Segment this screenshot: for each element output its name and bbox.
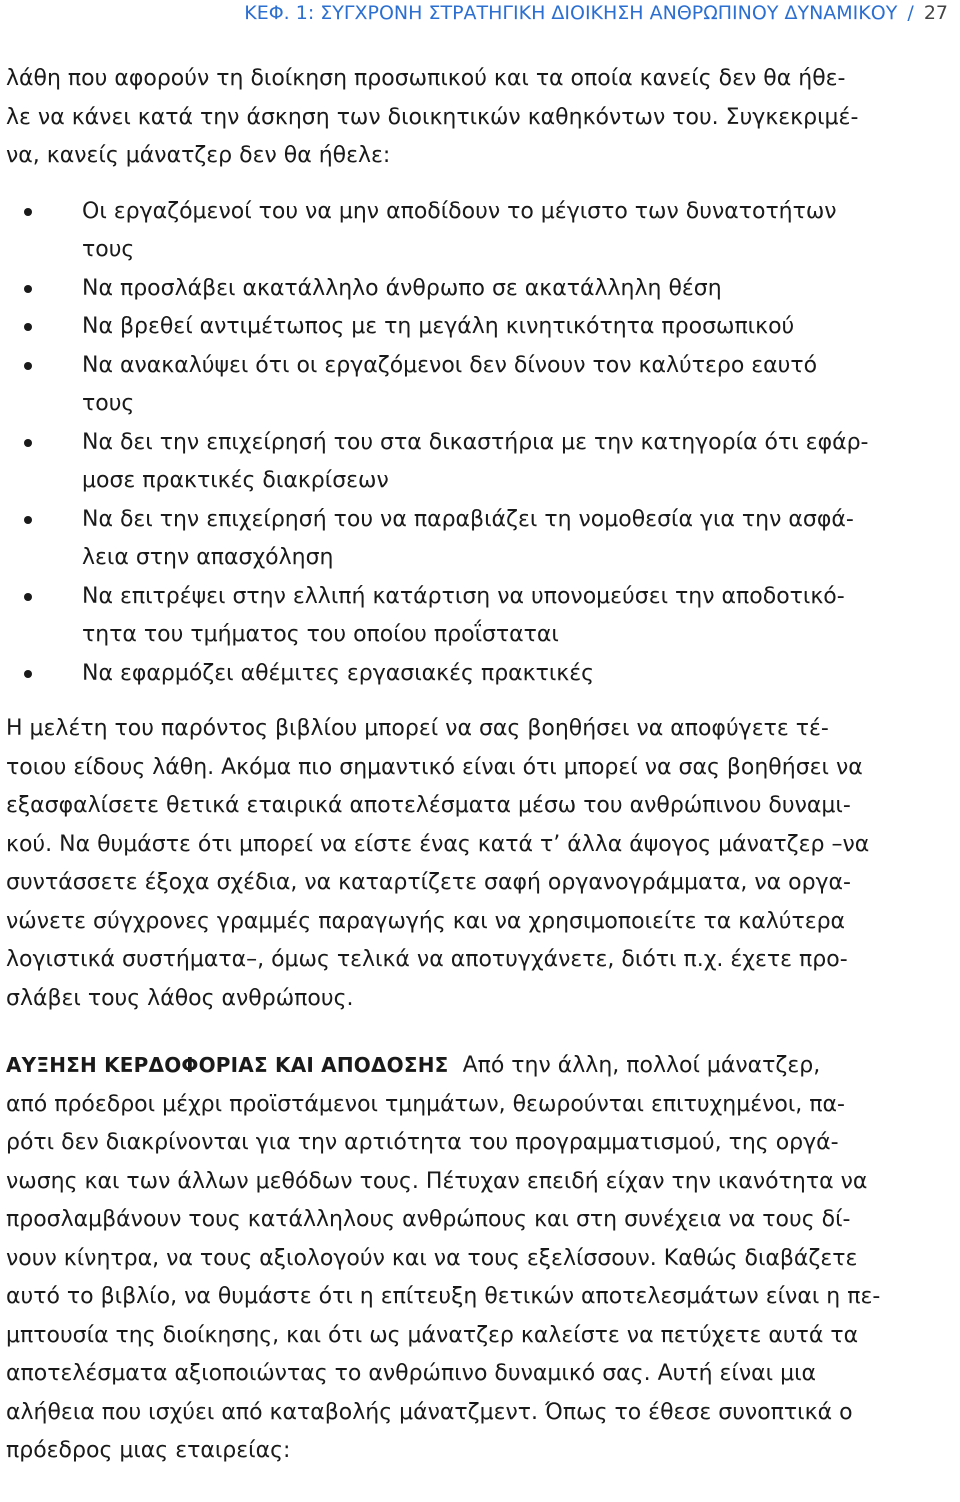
bullet-icon [24,516,32,524]
bullet-line: Να εφαρμόζει αθέμιτες εργασιακές πρακτικές [82,660,595,686]
bullet-line: Να δει την επιχείρησή του στα δικαστήρια με την κατηγορία ότι εφάρ- [82,429,869,455]
bullet-line: τους [82,237,135,262]
paragraph-line: συντάσσετε έξοχα σχέδια, να καταρτίζετε σαφή οργανογράμματα, να οργα- [6,870,851,895]
paragraph-one [6,710,956,1018]
paragraph-line: Η μελέτη του παρόντος βιβλίου μπορεί να σας βοηθήσει να αποφύγετε τέ- [6,716,829,741]
paragraph-first-line [6,1046,956,1086]
paragraph-line: εξασφαλίσετε θετικά εταιρικά αποτελέσματα μέσω του ανθρώπινου δυναμι- [6,793,851,818]
paragraph-line: λογιστικά συστήματα–, όμως τελικά να αποτυγχάνετε, διότι π.χ. έχετε προ- [6,947,848,972]
intro-line: να, κανείς μάνατζερ δεν θα ήθελε: [6,143,391,168]
paragraph-line: σλάβει τους λάθος ανθρώπους. [6,985,354,1011]
bullet-line: Να προσλάβει ακατάλληλο άνθρωπο σε ακατάλληλη θέση [82,275,722,301]
bullet-line: τους [82,391,135,416]
chapter-title: ΚΕΦ. 1: ΣΥΓΧΡΟΝΗ ΣΤΡΑΤΗΓΙΚΗ ΔΙΟΙΚΗΣΗ ΑΝΘΡΩΠΙΝΟΥ ΔΥΝΑΜΙΚΟΥ [244,2,898,24]
bullet-icon [24,593,32,601]
paragraph-line: τοιου είδους λάθη. Ακόμα πιο σημαντικό είναι ότι μπορεί να σας βοηθήσει να [6,754,863,780]
bullet-list [6,193,956,694]
paragraph-line: μπτουσία της διοίκησης, και ότι ως μάνατζερ καλείστε να πετύχετε αυτά τα [6,1322,859,1348]
page-number: 27 [923,2,948,24]
paragraph-line: αποτελέσματα αξιοποιώντας το ανθρώπινο δυναμικό σας. Αυτή είναι μια [6,1361,817,1386]
section-heading: ΑΥΞΗΣΗ ΚΕΡΔΟΦΟΡΙΑΣ ΚΑΙ ΑΠΟΔΟΣΗΣ [6,1053,449,1077]
bullet-line: λεια στην απασχόληση [82,545,334,570]
bullet-line: Να επιτρέψει στην ελλιπή κατάρτιση να υπονομεύσει την αποδοτικό- [82,583,845,609]
paragraph-line: από πρόεδροι μέχρι προϊστάμενοι τμημάτων, θεωρούνται επιτυχημένοι, πα- [6,1091,845,1117]
bullet-line: Να βρεθεί αντιμέτωπος με τη μεγάλη κινητικότητα προσωπικού [82,314,795,339]
paragraph-line: πρόεδρος μιας εταιρείας: [6,1438,291,1463]
paragraph-line: προσλαμβάνουν τους κατάλληλους ανθρώπους και στη συνέχεια να τους δί- [6,1207,851,1232]
bullet-line: Να ανακαλύψει ότι οι εργαζόμενοι δεν δίνουν τον καλύτερο εαυτό [82,352,818,378]
bullet-icon [24,323,32,331]
paragraph-line: νώνετε σύγχρονες γραμμές παραγωγής και να χρησιμοποιείτε τα καλύτερα [6,908,846,934]
bullet-item [6,578,956,655]
bullet-item [6,424,956,501]
bullet-icon [24,362,32,370]
intro-line: λάθη που αφορούν τη διοίκηση προσωπικού και τα οποία κανείς δεν θα ήθε- [6,66,846,91]
paragraph-line: κού. Να θυμάστε ότι μπορεί να είστε ένας κατά τ’ άλλα άψογος μάνατζερ –να [6,831,870,857]
bullet-item [6,308,956,347]
paragraph-line: νωσης και των άλλων μεθόδων τους. Πέτυχαν επειδή είχαν την ικανότητα να [6,1168,868,1194]
paragraph-line: νουν κίνητρα, να τους αξιολογούν και να τους εξελίσσουν. Καθώς διαβάζετε [6,1245,858,1271]
paragraph-line: αλήθεια που ισχύει από καταβολής μάνατζμεντ. Όπως το έθεσε συνοπτικά ο [6,1399,853,1425]
bullet-item [6,655,956,694]
running-header [244,0,948,26]
bullet-icon [24,439,32,447]
bullet-icon [24,670,32,678]
bullet-item [6,193,956,270]
paragraph-line: αυτό το βιβλίο, να θυμάστε ότι η επίτευξη θετικών αποτελεσμάτων είναι η πε- [6,1284,881,1309]
header-separator: / [907,2,914,24]
bullet-item [6,347,956,424]
bullet-item [6,270,956,309]
paragraph-line: Από την άλλη, πολλοί μάνατζερ, [462,1053,821,1078]
intro-line: λε να κάνει κατά την άσκηση των διοικητικών καθηκόντων του. Συγκεκριμέ- [6,104,859,130]
bullet-line: μοσε πρακτικές διακρίσεων [82,468,389,493]
paragraph-two [6,1046,956,1471]
intro-paragraph [6,60,956,176]
bullet-line: Οι εργαζόμενοί του να μην αποδίδουν το μέγιστο των δυνατοτήτων [82,198,837,224]
bullet-item [6,501,956,578]
bullet-line: τητα του τμήματος του οποίου προΐσταται [82,622,559,647]
bullet-icon [24,208,32,216]
paragraph-line: ρότι δεν διακρίνονται για την αρτιότητα του προγραμματισμού, της οργά- [6,1130,839,1155]
body-text [6,60,956,1471]
bullet-icon [24,285,32,293]
bullet-line: Να δει την επιχείρησή του να παραβιάζει τη νομοθεσία για την ασφά- [82,506,854,532]
